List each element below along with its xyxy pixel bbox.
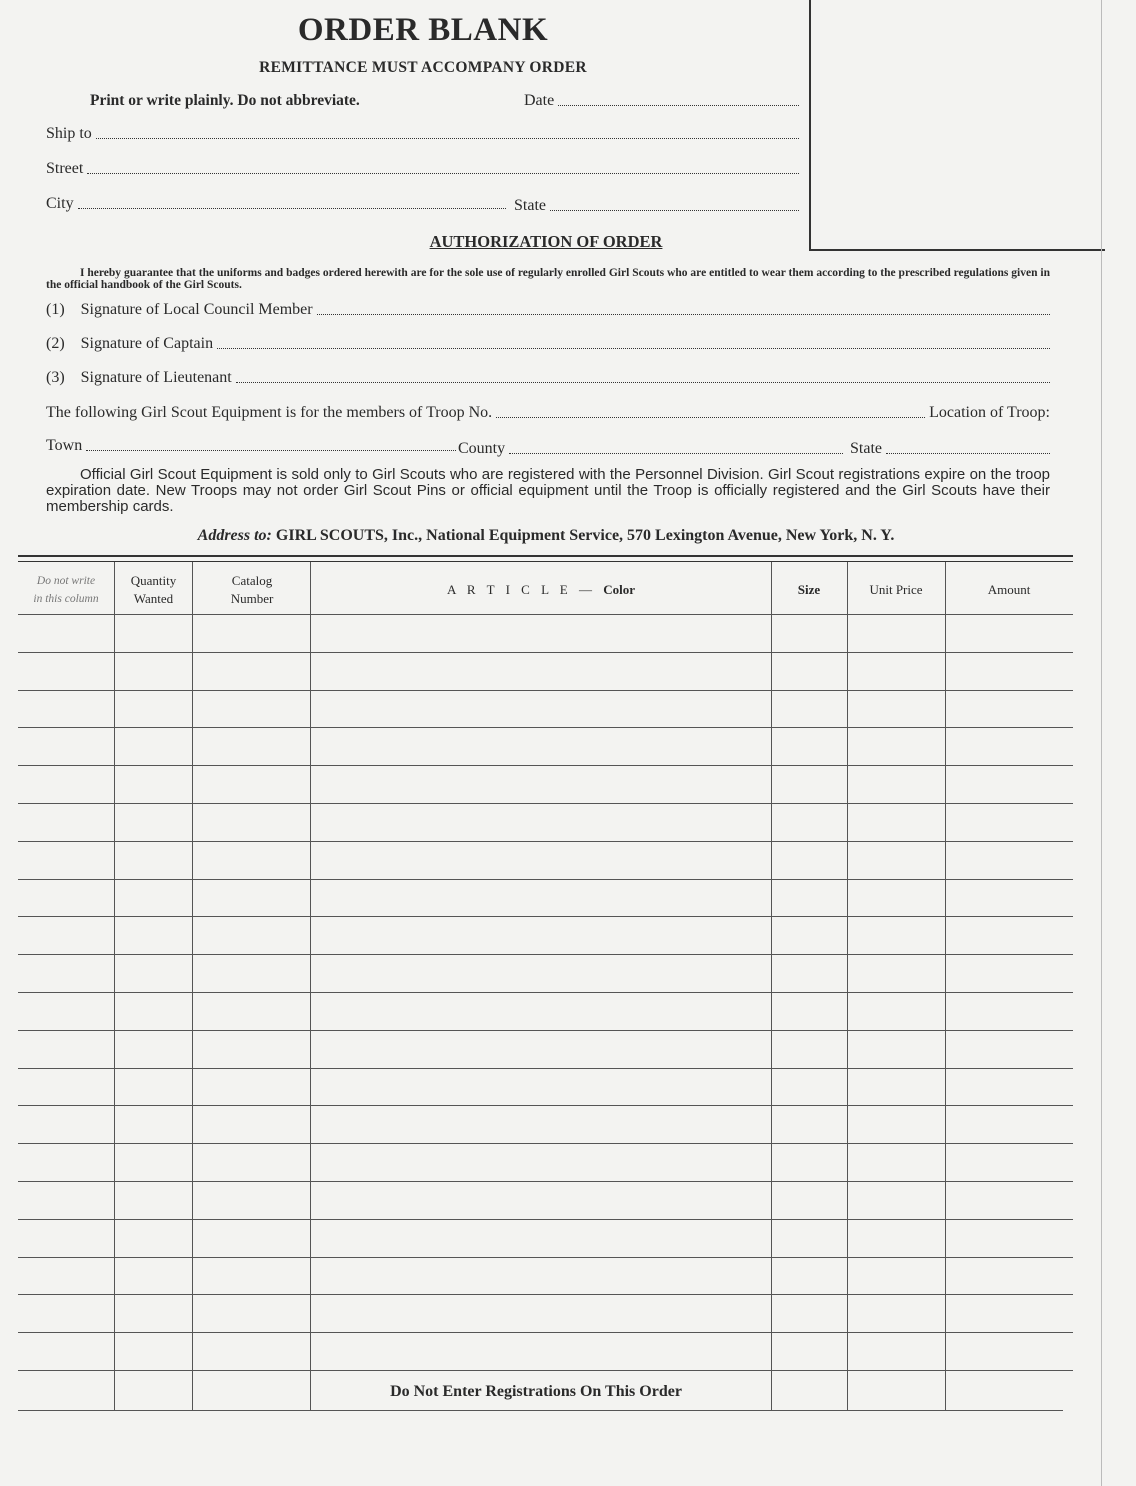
signature-label: Signature of Local Council Member: [80, 301, 313, 318]
col-header-article: A R T I C L E — Color: [447, 582, 635, 597]
col-header-quantity: Quantity Wanted: [130, 573, 177, 606]
col-header-amount: Amount: [987, 582, 1031, 597]
table-row-rule: [18, 1105, 1073, 1106]
signature-captain-field[interactable]: [46, 335, 1050, 353]
signature-number: (1): [46, 301, 65, 318]
troop-number-line: [496, 416, 925, 418]
registration-warning: Do Not Enter Registrations On This Order: [390, 1383, 682, 1400]
col-header-size: Size: [797, 582, 821, 597]
address-text: GIRL SCOUTS, Inc., National Equipment Service, 570 Lexington Avenue, New York, N. Y.: [275, 527, 895, 544]
table-row-rule: [18, 1030, 1073, 1031]
office-use-box: [809, 0, 1105, 251]
table-bottom-rule: [18, 1410, 1063, 1411]
table-row-rule: [18, 652, 1073, 653]
table-row-rule: [18, 916, 1073, 917]
mailing-address: [0, 527, 1092, 545]
street-label: Street: [46, 160, 84, 177]
city-line: [78, 207, 506, 209]
ship-to-label: Ship to: [46, 125, 92, 142]
table-row-rule: [18, 1370, 1073, 1371]
table-row-rule: [18, 1068, 1073, 1069]
address-prefix: Address to:: [197, 527, 272, 544]
town-line: [86, 449, 456, 451]
table-row-rule: [18, 1181, 1073, 1182]
city-label: City: [46, 195, 74, 212]
county-line: [509, 452, 843, 454]
table-row-rule: [18, 1332, 1073, 1333]
signature-number: (3): [46, 369, 65, 386]
registration-notice: Official Girl Scout Equipment is sold only to Girl Scouts who are registered with the Personnel Division. Girl Scout registrations expire on the troop expiration date. New Troops may not order Girl Scout Pins or official equipment until the Troop is officially registered and the Girl Scouts have their membership cards.: [46, 466, 1050, 515]
ship-to-line: [96, 137, 799, 139]
ship-state-line: [550, 209, 799, 211]
troop-state-field[interactable]: [850, 440, 1050, 458]
town-label: Town: [46, 437, 83, 454]
table-row-rule: [18, 841, 1073, 842]
ship-state-field[interactable]: [514, 197, 799, 215]
table-row-rule: [18, 1219, 1073, 1220]
troop-state-label: State: [850, 440, 882, 457]
col-header-do-not-write: Do not write in this column: [33, 575, 99, 605]
page-title: ORDER BLANK: [297, 12, 549, 48]
date-line: [558, 104, 799, 106]
table-row-rule: [18, 1143, 1073, 1144]
signature-number: (2): [46, 335, 65, 352]
date-field[interactable]: [524, 92, 799, 110]
table-row-rule: [18, 992, 1073, 993]
table-header-rule: [18, 614, 1073, 615]
col-header-catalog: Catalog Number: [230, 573, 274, 606]
county-label: County: [458, 440, 506, 457]
col-header-unit-price: Unit Price: [869, 582, 923, 597]
remittance-note: REMITTANCE MUST ACCOMPANY ORDER: [259, 59, 587, 76]
page-edge-line: [1101, 0, 1102, 1486]
authorization-statement: I hereby guarantee that the uniforms and badges ordered herewith are for the sole use of regularly enrolled Girl Scouts who are entitled to wear them according to the prescribed regulations given in the official handbook of the Girl Scouts.: [46, 267, 1050, 291]
date-label: Date: [524, 92, 555, 109]
troop-state-line: [886, 452, 1050, 454]
city-field[interactable]: [46, 195, 506, 213]
table-row-rule: [18, 765, 1073, 766]
location-of-troop-label: Location of Troop:: [929, 404, 1050, 421]
street-line: [87, 172, 799, 174]
ship-state-label: State: [514, 197, 546, 214]
signature-label: Signature of Lieutenant: [80, 369, 232, 386]
town-field[interactable]: [46, 437, 456, 455]
table-row-rule: [18, 1294, 1073, 1295]
signature-line: [236, 381, 1050, 383]
signature-lieutenant-field[interactable]: [46, 369, 1050, 387]
table-row-rule: [18, 690, 1073, 691]
table-row-rule: [18, 727, 1073, 728]
street-field[interactable]: [46, 160, 799, 178]
table-row-rule: [18, 1257, 1073, 1258]
signature-label: Signature of Captain: [80, 335, 214, 352]
signature-line: [317, 313, 1050, 315]
troop-label: The following Girl Scout Equipment is for the members of Troop No.: [46, 404, 493, 421]
table-row-rule: [18, 954, 1073, 955]
county-field[interactable]: [458, 440, 843, 458]
table-row-rule: [18, 803, 1073, 804]
print-instruction: Print or write plainly. Do not abbreviate.: [90, 92, 360, 109]
signature-council-field[interactable]: [46, 301, 1050, 319]
table-top-rule: [18, 555, 1073, 557]
table-top-rule-thin: [18, 561, 1073, 562]
ship-to-field[interactable]: [46, 125, 799, 143]
authorization-heading: AUTHORIZATION OF ORDER: [429, 232, 663, 251]
table-row-rule: [18, 879, 1073, 880]
troop-number-field[interactable]: [46, 404, 1050, 422]
signature-line: [217, 347, 1050, 349]
